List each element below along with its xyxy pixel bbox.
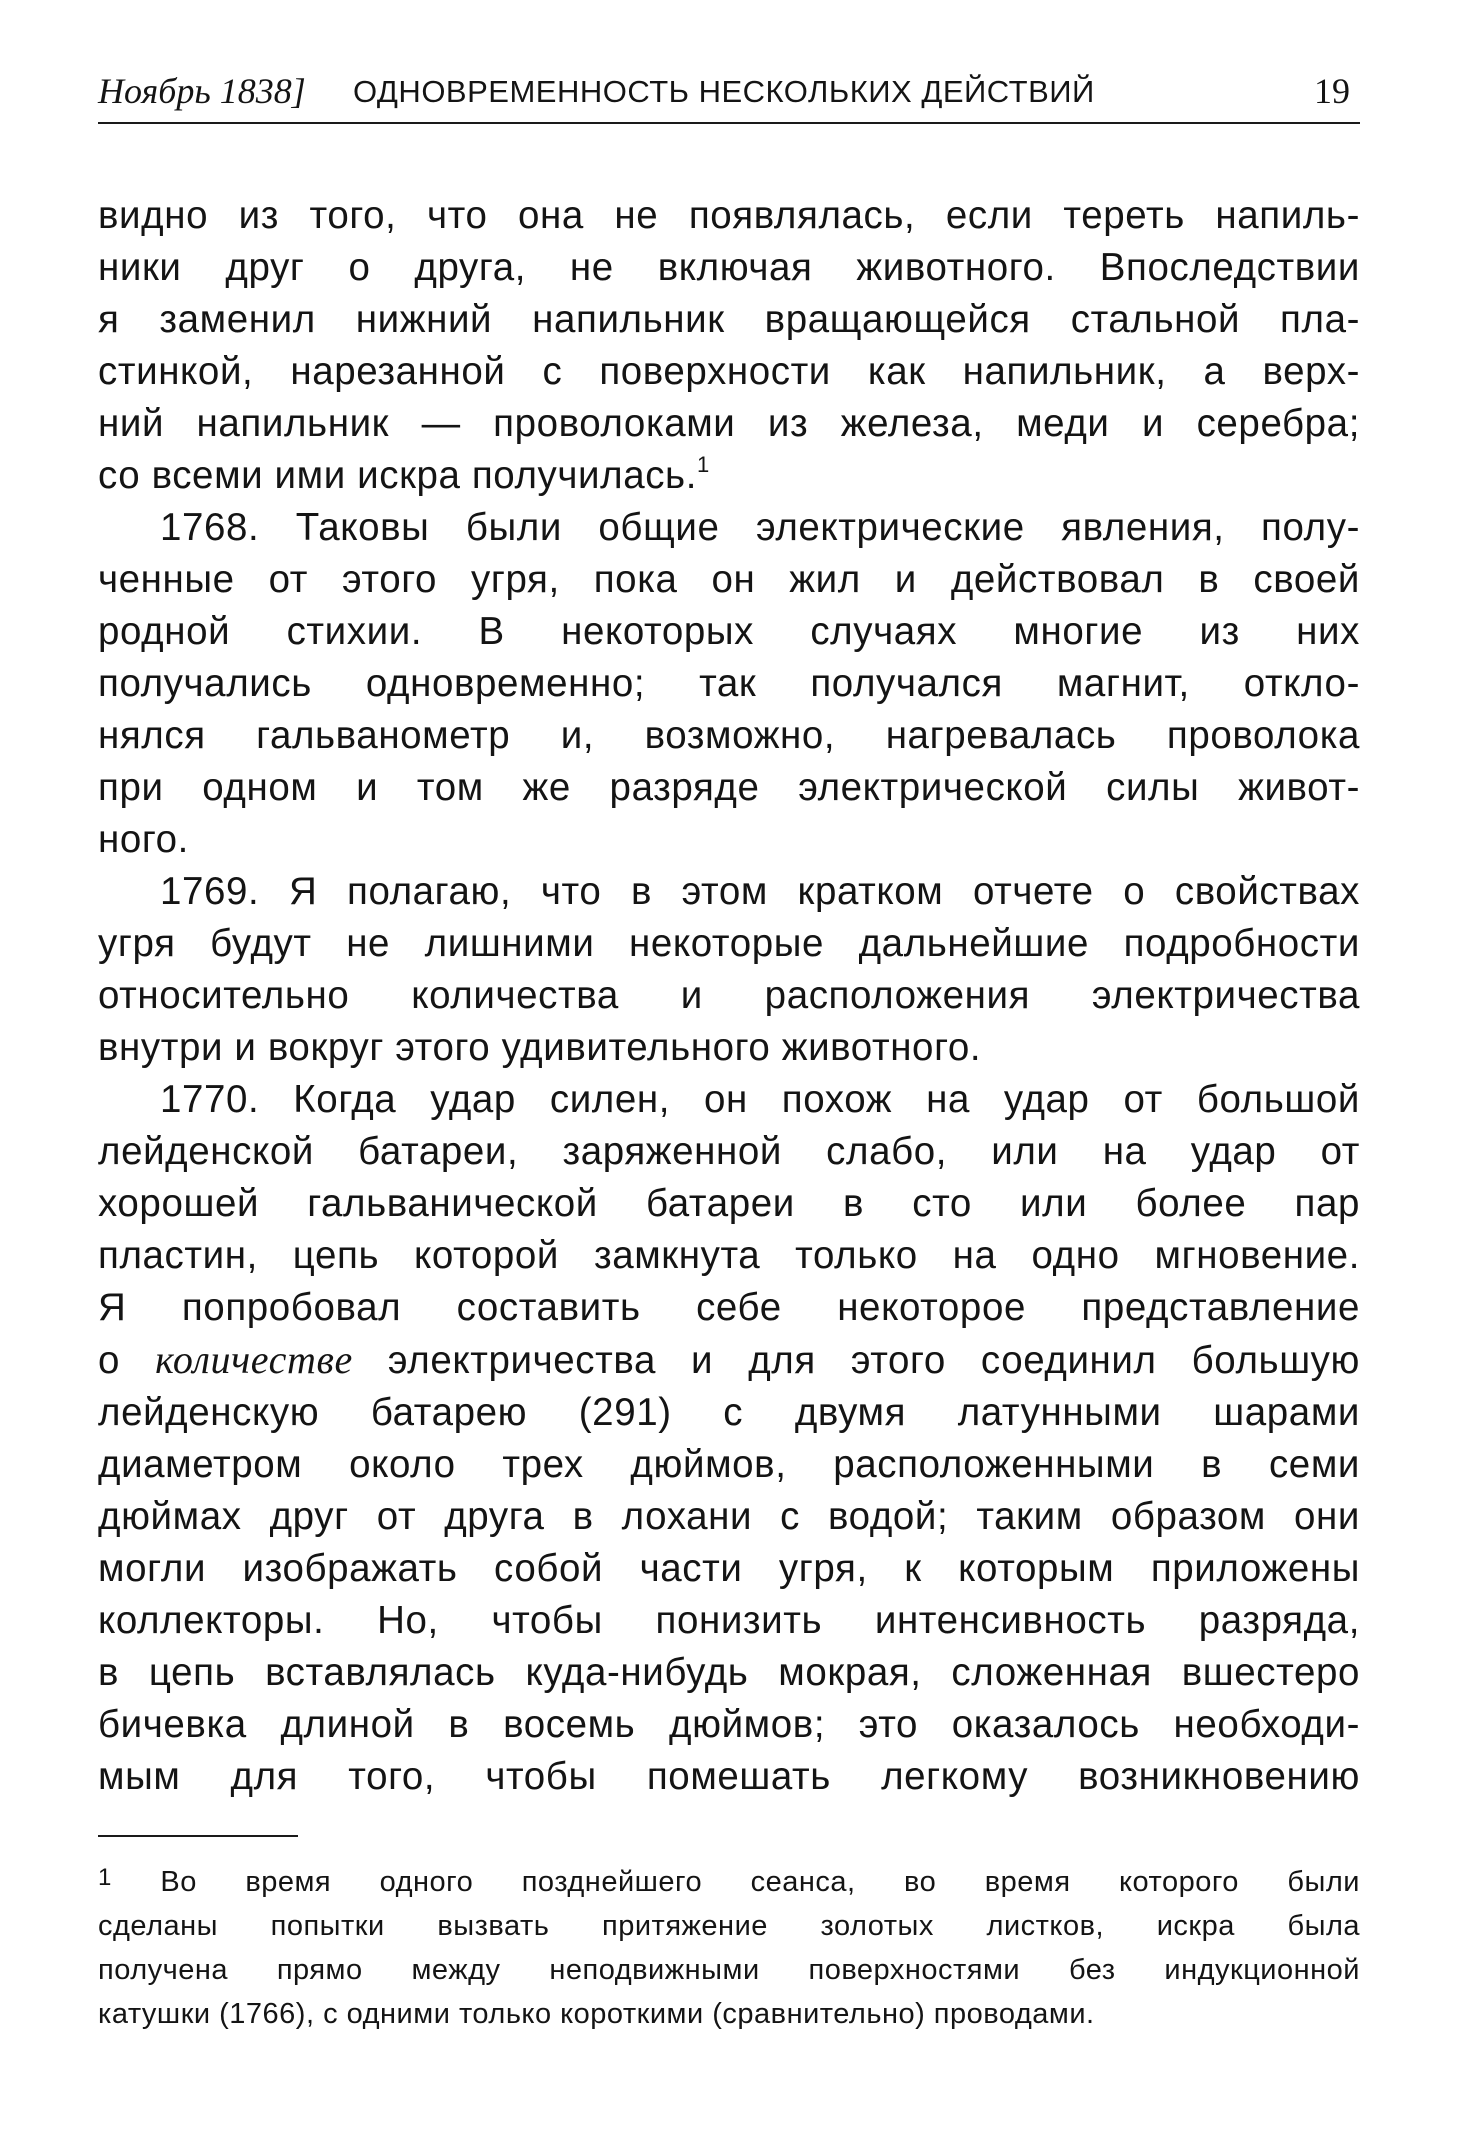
text-line: относительно количества и расположения электричества <box>98 974 1360 1017</box>
text-line: я заменил нижний напильник вращающейся стальной пла- <box>98 298 1360 341</box>
text-line: хорошей гальванической батареи в сто или более пар <box>98 1182 1360 1225</box>
text-line: в цепь вставлялась куда-нибудь мокрая, сложенная вшестеро <box>98 1651 1360 1694</box>
text-line: лейденскую батарею (291) с двумя латунными шарами <box>98 1391 1360 1434</box>
text-line-with-italic <box>98 1334 1360 1387</box>
text-line: ного. <box>98 818 189 861</box>
paragraph-1768 <box>98 502 1360 866</box>
text-line: дюймах друг от друга в лохани с водой; таким образом они <box>98 1495 1360 1538</box>
text-line: ники друг о друга, не включая животного. Впоследствии <box>98 246 1360 289</box>
paragraph-1769 <box>98 866 1360 1074</box>
text-line: стинкой, нарезанной с поверхности как напильник, а верх- <box>98 350 1360 393</box>
text-line-content: 1768. Таковы были общие электрические явления, полу- <box>160 506 1360 549</box>
paragraph-1770 <box>98 1074 1360 1803</box>
text-line: получались одновременно; так получался магнит, откло- <box>98 662 1360 705</box>
text-line: мым для того, чтобы помешать легкому возникновению <box>98 1755 1360 1798</box>
text-line-content: 1770. Когда удар силен, он похож на удар от большой <box>160 1078 1360 1121</box>
text-line <box>98 866 1360 918</box>
footnote-line: сделаны попытки вызвать притяжение золотых листков, искра была <box>98 1910 1360 1942</box>
text-line-content: со всеми ими искра получилась. <box>98 454 698 497</box>
text-line <box>98 450 1360 502</box>
text-line: родной стихии. В некоторых случаях многие из них <box>98 610 1360 653</box>
text-line: ченные от этого угря, пока он жил и действовал в своей <box>98 558 1360 601</box>
footnote-line <box>98 1856 1360 1904</box>
text-line: коллекторы. Но, чтобы понизить интенсивность разряда, <box>98 1599 1360 1642</box>
text-line: могли изображать собой части угря, к которым приложены <box>98 1547 1360 1590</box>
text-line: при одном и том же разряде электрической силы живот- <box>98 766 1360 809</box>
text-line: Я попробовал составить себе некоторое представление <box>98 1286 1360 1329</box>
text-line: видно из того, что она не появлялась, если тереть напиль- <box>98 194 1360 237</box>
page-number: 19 <box>1314 71 1350 111</box>
text-line <box>98 1074 1360 1126</box>
text-line: диаметром около трех дюймов, расположенными в семи <box>98 1443 1360 1486</box>
running-head <box>98 66 1360 124</box>
footnote-divider <box>98 1835 298 1837</box>
text-line: угря будут не лишними некоторые дальнейшие подробности <box>98 922 1360 965</box>
text-line-content: о <box>98 1339 156 1382</box>
paragraph-continuation <box>98 190 1360 502</box>
text-line: внутри и вокруг этого удивительного животного. <box>98 1026 982 1069</box>
text-line: ний напильник — проволоками из железа, меди и серебра; <box>98 402 1360 445</box>
italic-emphasis: количестве <box>155 1337 353 1382</box>
footnote-line: получена прямо между неподвижными поверхностями без индукционной <box>98 1954 1360 1986</box>
footnote <box>98 1856 1360 2036</box>
text-line: пластин, цепь которой замкнута только на одно мгновение. <box>98 1234 1360 1277</box>
footnote-line: катушки (1766), с одними только короткими (сравнительно) проводами. <box>98 1998 1095 2030</box>
text-line-content: 1769. Я полагаю, что в этом кратком отчете о свойствах <box>160 870 1360 913</box>
text-line: лейденской батареи, заряженной слабо, или на удар от <box>98 1130 1360 1173</box>
running-head-date: Ноябрь 1838] <box>98 71 306 111</box>
text-line <box>98 502 1360 554</box>
text-line-content: электричества и для этого соединил большую <box>352 1339 1361 1382</box>
footnote-line-content: Во время одного позднейшего сеанса, во время которого были <box>160 1866 1360 1898</box>
text-line: нялся гальванометр и, возможно, нагревалась проволока <box>98 714 1360 757</box>
text-line: бичевка длиной в восемь дюймов; это оказалось необходи- <box>98 1703 1360 1746</box>
running-head-title: ОДНОВРЕМЕННОСТЬ НЕСКОЛЬКИХ ДЕЙСТВИЙ <box>353 74 1095 109</box>
footnote-marker: 1 <box>98 1864 112 1891</box>
footnote-reference[interactable]: 1 <box>697 452 710 477</box>
